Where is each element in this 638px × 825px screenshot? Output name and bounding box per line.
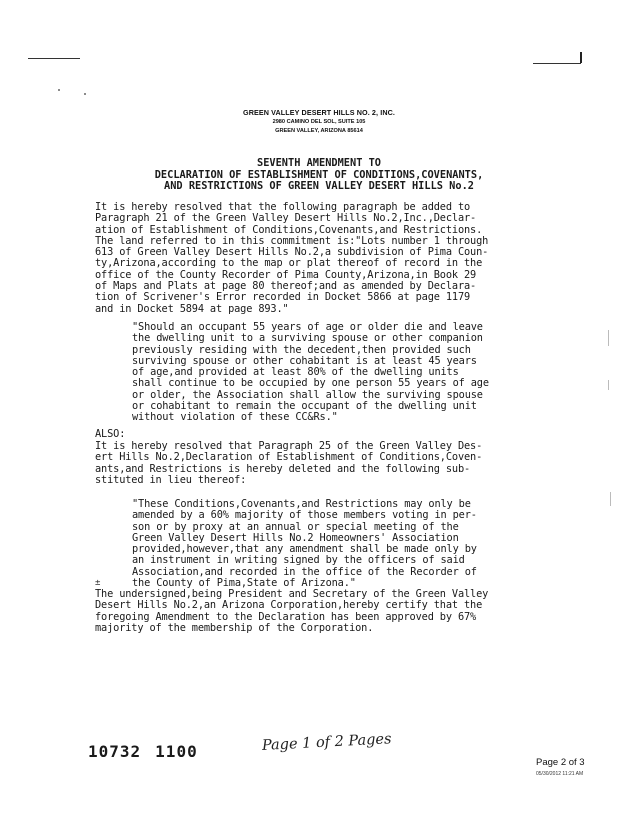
quoted-amendment-1: "Should an occupant 55 years of age or older die and leave the dwelling unit to a surviving spouse or other companion previously residing with the decedent,then provided such surviving spouse or other cohabitant is at least 45 years of age,and provided at least 80% of the dwelling units shall continue to be occupied by one person 55 years of age or older, the Association shall allow the surviving spouse or cohabitant to remain the occupant of the dwelling unit without violation of these CC&Rs." (132, 321, 489, 424)
letterhead-address: 2980 CAMINO DEL SOL, SUITE 105 (272, 119, 366, 125)
scan-artifact-tick (580, 52, 582, 63)
docket-number (88, 742, 212, 761)
letterhead-city: GREEN VALLEY, ARIZONA 85614 (275, 128, 363, 134)
page-counter: Page 2 of 3 (536, 757, 585, 768)
resolution-paragraph-1: It is hereby resolved that the following paragraph be added to Paragraph 21 of the Green Valley Desert Hills No.2,Inc.,Declar- ation of Establishment of Conditions,Covenants,and Restrictions. The land referred to in this commitment is:"Lots number 1 through 613 of Green Valley Desert Hills No.2,a subdivision of Pima Coun- ty,Arizona,according to the map or plat thereof of record in the office of the County Recorder of Pima County,Arizona,in Book 29 of Maps and Plats at page 80 thereof;and as amended by Declara- tion of Scrivener's Error recorded in Docket 5866 at page 1179 and in Docket 5894 at page 893." (95, 201, 489, 315)
docket-value: 10732 (88, 742, 142, 761)
scan-speck (608, 330, 609, 346)
title-line-3: AND RESTRICTIONS OF GREEN VALLEY DESERT HILLS No.2 (164, 180, 474, 193)
scan-artifact-line (28, 58, 80, 59)
scan-speck (84, 93, 86, 95)
certification-paragraph: The undersigned,being President and Secretary of the Green Valley Desert Hills No.2,an Arizona Corporation,hereby certify that the foregoing Amendment to the Declaration has been approved by 67% majority of the membership of the Corporation. (95, 588, 489, 634)
also-heading: ALSO: (95, 428, 126, 440)
resolution-paragraph-2: It is hereby resolved that Paragraph 25 of the Green Valley Des- ert Hills No.2,Declaration of Establishment of Conditions,Coven- ants,and Restrictions is hereby deleted and the following sub- stituted in lieu thereof: (95, 440, 483, 486)
document-title (0, 158, 638, 193)
title-line-2: DECLARATION OF ESTABLISHMENT OF CONDITIONS,COVENANTS, (154, 168, 484, 181)
scan-speck (608, 380, 609, 390)
letterhead (0, 108, 638, 136)
scan-speck (610, 492, 611, 506)
scan-speck (58, 89, 60, 91)
quoted-amendment-2: "These Conditions,Covenants,and Restrictions may only be amended by a 60% majority of those members voting in per- son or by proxy at an annual or special meeting of the Green Valley Desert Hills No.2 Homeowners' Association provided,however,that any amendment shall be made only by an instrument in writing signed by the officers of said Association,and recorded in the office of the Recorder of the County of Pima,State of Arizona." (132, 498, 477, 590)
docket-page-value: 1100 (155, 742, 198, 761)
print-timestamp: 05/30/2012 11:21 AM (536, 771, 584, 777)
handwritten-page-note: Page 1 of 2 Pages (261, 731, 392, 754)
title-line-1: SEVENTH AMENDMENT TO (257, 157, 381, 169)
scan-artifact-line (533, 63, 581, 64)
letterhead-name: GREEN VALLEY DESERT HILLS NO. 2, INC. (243, 108, 395, 117)
margin-mark: ± (95, 578, 101, 588)
